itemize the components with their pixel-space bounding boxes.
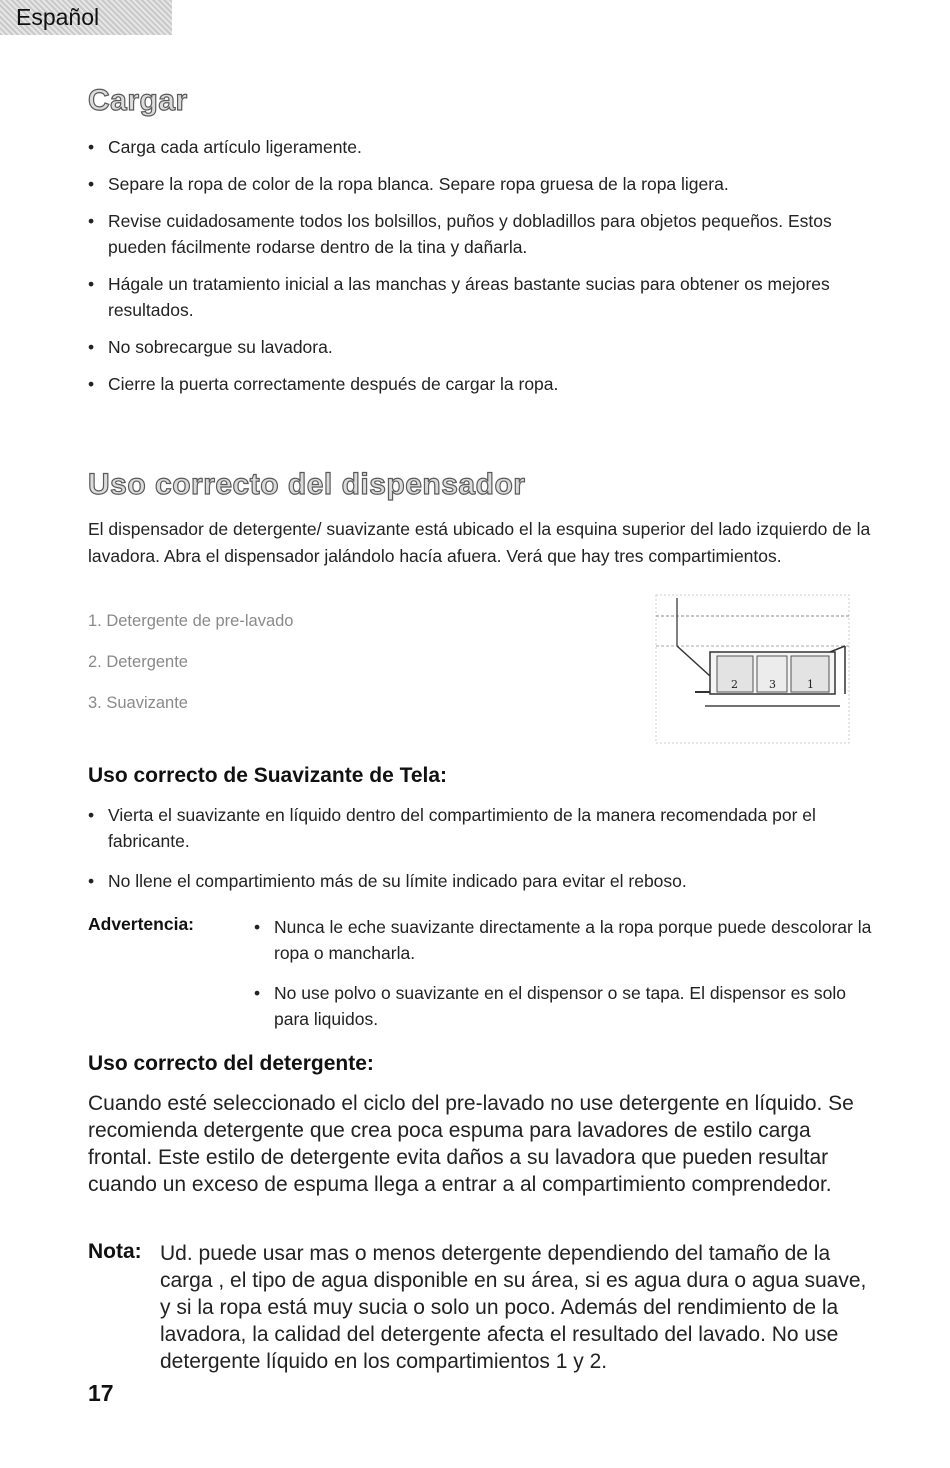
- softener-list: [88, 802, 878, 894]
- compartment-list: [88, 611, 293, 734]
- dispenser-intro: El dispensador de detergente/ suavizante está ubicado el la esquina superior del lado izquierdo de la lavadora. Abra el dispensador jalándolo hacía afuera. Verá que hay tres compartimientos.: [88, 519, 871, 566]
- list-item: • Cierre la puerta correctamente después de cargar la ropa.: [88, 371, 878, 397]
- compartment-item: 1. Detergente de pre-lavado: [88, 612, 294, 630]
- list-item: • Hágale un tratamiento inicial a las manchas y áreas bastante sucias para obtener os mejores resultados.: [88, 271, 878, 323]
- compartment-item: 2. Detergente: [88, 653, 188, 671]
- list-item: • Carga cada artículo ligeramente.: [88, 134, 878, 160]
- list-item: • Revise cuidadosamente todos los bolsillos, puños y dobladillos para objetos pequeños. Estos pueden fácilmente rodarse dentro de la tina y dañarla.: [88, 208, 878, 260]
- note-text: Ud. puede usar mas o menos detergente dependiendo del tamaño de la carga , el tipo de agua disponible en su área, si es agua dura o agua suave, y si la ropa está muy sucia o solo un poco. Además del rendimiento de la lavadora, la calidad del detergente afecta el resultado del lavado. No use detergente líquido en los compartimientos 1 y 2.: [160, 1242, 867, 1373]
- figure-label: 2: [731, 678, 738, 691]
- warning-list: [254, 914, 874, 1032]
- loading-list: [88, 134, 878, 397]
- section-title-cargar: Cargar: [88, 84, 188, 117]
- figure-label: 3: [769, 678, 776, 691]
- detergent-title: Uso correcto del detergente:: [88, 1052, 374, 1075]
- page-number: 17: [88, 1380, 114, 1406]
- language-tab: Español: [0, 0, 172, 35]
- list-item: • No sobrecargue su lavadora.: [88, 334, 878, 360]
- detergent-text: Cuando esté seleccionado el ciclo del pre-lavado no use detergente en líquido. Se recomienda detergente que crea poca espuma para lavadores de estilo carga frontal. Este estilo de detergente evita daños a su lavadora que pueden resultar cuando un exceso de espuma llega a entrar a al compartimiento comprendedor.: [88, 1092, 854, 1196]
- list-item: • Vierta el suavizante en líquido dentro del compartimiento de la manera recomendada por el fabricante.: [88, 802, 878, 854]
- softener-title: Uso correcto de Suavizante de Tela:: [88, 764, 448, 787]
- note-label: Nota:: [88, 1240, 142, 1263]
- figure-label: 1: [807, 678, 814, 691]
- list-item: • Nunca le eche suavizante directamente a la ropa porque puede descolorar la ropa o mancharla.: [254, 914, 874, 966]
- dispenser-illustration: [655, 594, 850, 744]
- warning-label: Advertencia:: [88, 914, 195, 934]
- list-item: • No use polvo o suavizante en el dispensor o se tapa. El dispensor es solo para liquidos.: [254, 980, 874, 1032]
- list-item: • No llene el compartimiento más de su límite indicado para evitar el reboso.: [88, 868, 878, 894]
- compartment-item: 3. Suavizante: [88, 694, 188, 712]
- section-title-dispensador: Uso correcto del dispensador: [88, 468, 526, 501]
- list-item: • Separe la ropa de color de la ropa blanca. Separe ropa gruesa de la ropa ligera.: [88, 171, 878, 197]
